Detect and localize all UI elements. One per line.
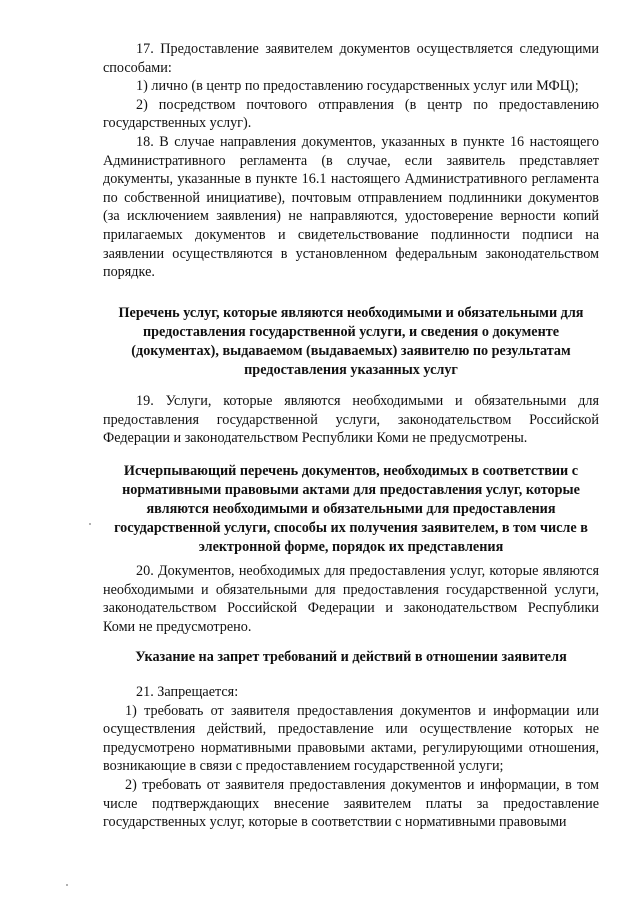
paragraph-21: 21. Запрещается: <box>136 684 239 700</box>
paragraph-20: 20. Документов, необходимых для предоставления услуг, которые являются необходимыми и обязательными для предоставления государственной услуги, законодательством Российской Федерации и законодательством Республики Коми не предусмотрено. <box>103 563 599 635</box>
heading-documents-list: Исчерпывающий перечень документов, необходимых в соответствии с нормативными правовыми актами для предоставления услуг, которые являются необходимыми и обязательными для предоставления государственной услуги, способы их получения заявителем, в том числе в электронной форме, порядок их представления <box>114 463 588 555</box>
paragraph-18: 18. В случае направления документов, указанных в пункте 16 настоящего Административного регламента (в случае, если заявитель представляет документы, указанные в пункте 16.1 настоящего Административного регламента по собственной инициативе), почтовым отправлением подлинники документов (за исключением заявления) не направляются, удостоверение верности копий прилагаемых документов и свидетельствование подлинности подписи на заявлении осуществляются в установленном федеральным законодательством порядке. <box>103 133 599 281</box>
paragraph-17: 17. Предоставление заявителем документов осуществляется следующими способами: <box>103 41 599 76</box>
paragraph-17-item-2: 2) посредством почтового отправления (в центр по предоставлению государственных услуг). <box>103 96 599 132</box>
heading-prohibition: Указание на запрет требований и действий в отношении заявителя <box>135 649 567 665</box>
paragraph-21-item-1: 1) требовать от заявителя предоставления документов и информации или осуществления действий, предоставление или осуществление которых не предусмотрено нормативными правовыми актами, регулирующими отношения, возникающие в связи с предоставлением государственной услуги; <box>103 702 599 775</box>
heading-services-list: Перечень услуг, которые являются необходимыми и обязательными для предоставления государственной услуги, и сведения о документе (документах), выдаваемом (выдаваемых) заявителю по результатам предоставления указанных услуг <box>118 305 584 378</box>
paragraph-17-block <box>103 40 599 282</box>
heading-prohibition-block <box>103 648 599 667</box>
paragraph-19: 19. Услуги, которые являются необходимыми и обязательными для предоставления государственной услуги, законодательством Российской Федерации и законодательством Республики Коми не предусмотрены. <box>103 393 599 447</box>
scan-speck <box>66 884 68 886</box>
paragraph-19-block <box>103 392 599 448</box>
paragraph-21-block <box>103 683 599 832</box>
paragraph-17-item-1: 1) лично (в центр по предоставлению государственных услуг или МФЦ); <box>136 78 579 95</box>
heading-documents-list-block <box>103 462 599 557</box>
scan-speck <box>89 523 91 525</box>
heading-services-list-block <box>103 304 599 380</box>
paragraph-20-block <box>103 562 599 636</box>
paragraph-21-item-2: 2) требовать от заявителя предоставления документов и информации, в том числе подтверждающих внесение заявителем платы за предоставление государственных услуг, которые в соответствии с нормативными правовыми <box>103 776 599 831</box>
